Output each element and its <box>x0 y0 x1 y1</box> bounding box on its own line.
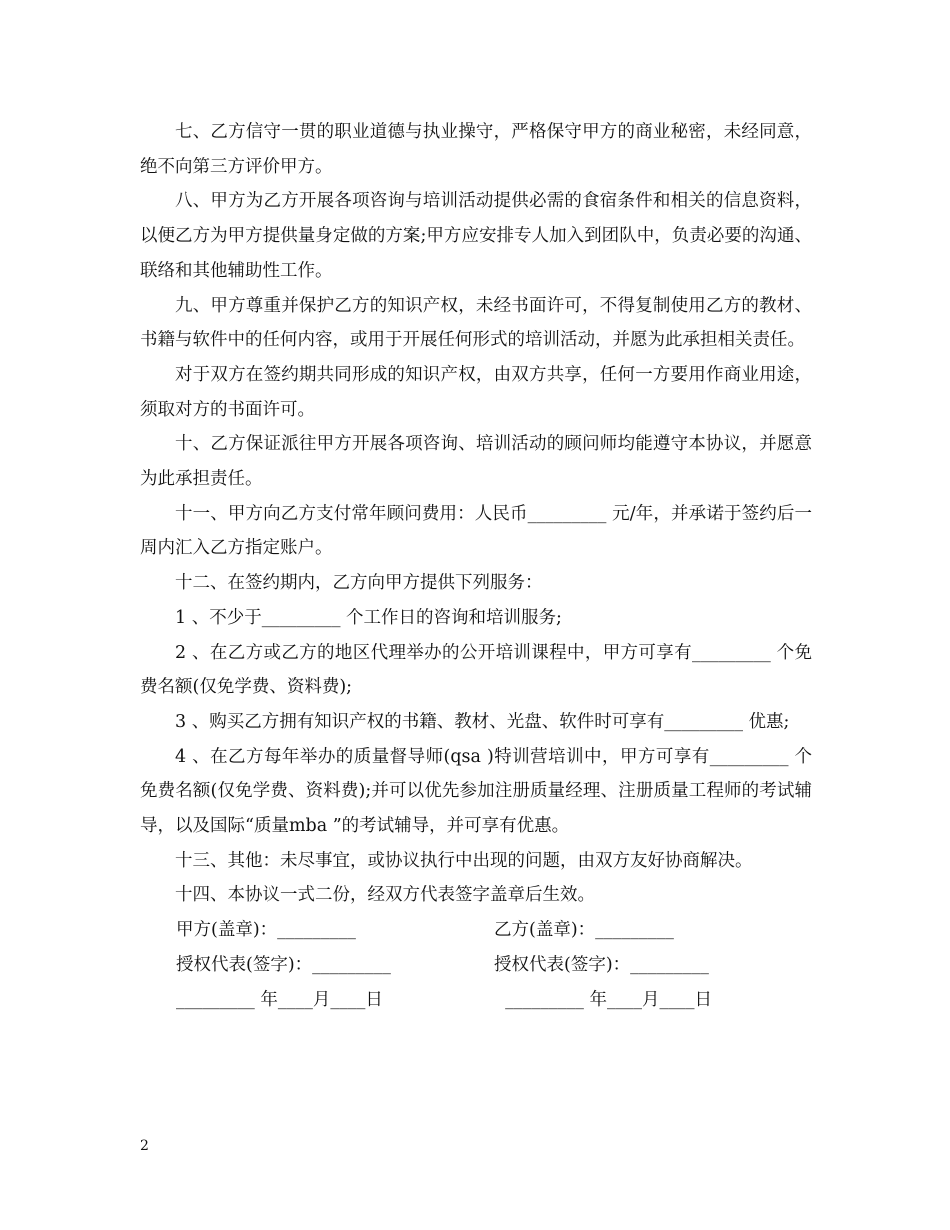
party-b-seal: 乙方(盖章)：_________ <box>494 920 674 941</box>
contract-body <box>140 115 812 1017</box>
clause-9: 九、甲方尊重并保护乙方的知识产权，未经书面许可，不得复制使用乙方的教材、书籍与软件中的任何内容，或用于开展任何形式的培训活动，并愿为此承担相关责任。 <box>140 295 812 351</box>
party-a-date: _________ 年____月____日 <box>176 989 383 1010</box>
representative-row <box>140 948 812 983</box>
clause-13: 十三、其他：未尽事宜，或协议执行中出现的问题，由双方友好协商解决。 <box>175 850 753 871</box>
party-b-date: _________ 年____月____日 <box>494 989 712 1010</box>
service-item-3: 3 、购买乙方拥有知识产权的书籍、教材、光盘、软件时可享有_________ 优惠; <box>175 711 790 732</box>
clause-11: 十一、甲方向乙方支付常年顾问费用：人民币_________ 元/年，并承诺于签约后一周内汇入乙方指定账户。 <box>140 503 812 559</box>
signature-block <box>140 913 812 1017</box>
clause-12: 十二、在签约期内，乙方向甲方提供下列服务： <box>175 573 543 594</box>
party-b-representative: 授权代表(签字)：_________ <box>494 954 709 975</box>
party-a-representative: 授权代表(签字)：_________ <box>176 954 391 975</box>
clause-10: 十、乙方保证派往甲方开展各项咨询、培训活动的顾问师均能遵守本协议，并愿意为此承担责任。 <box>140 434 812 490</box>
seal-row <box>140 913 812 948</box>
clause-7: 七、乙方信守一贯的职业道德与执业操守，严格保守甲方的商业秘密，未经同意，绝不向第三方评价甲方。 <box>140 122 812 177</box>
date-row <box>140 983 812 1018</box>
page-number: 2 <box>140 1138 149 1154</box>
service-item-2: 2 、在乙方或乙方的地区代理举办的公开培训课程中，甲方可享有_________ 个免费名额(仅免学费、资料费); <box>140 642 812 698</box>
service-item-1: 1 、不少于_________ 个工作日的咨询和培训服务; <box>175 607 562 628</box>
clause-8: 八、甲方为乙方开展各项咨询与培训活动提供必需的食宿条件和相关的信息资料，以便乙方为甲方提供量身定做的方案;甲方应安排专人加入到团队中，负责必要的沟通、联络和其他辅助性工作。 <box>140 191 812 281</box>
service-item-4: 4 、在乙方每年举办的质量督导师(qsa )特训营培训中，甲方可享有_________ 个免费名额(仅免学费、资料费);并可以优先参加注册质量经理、注册质量工程师的考试辅导，以及国际“质量mba ”的考试辅导，并可享有优惠。 <box>140 746 812 837</box>
party-a-seal: 甲方(盖章)：_________ <box>176 920 356 941</box>
clause-ip-sharing: 对于双方在签约期共同形成的知识产权，由双方共享，任何一方要用作商业用途，须取对方的书面许可。 <box>140 364 812 420</box>
clause-14: 十四、本协议一式二份，经双方代表签字盖章后生效。 <box>175 885 595 906</box>
